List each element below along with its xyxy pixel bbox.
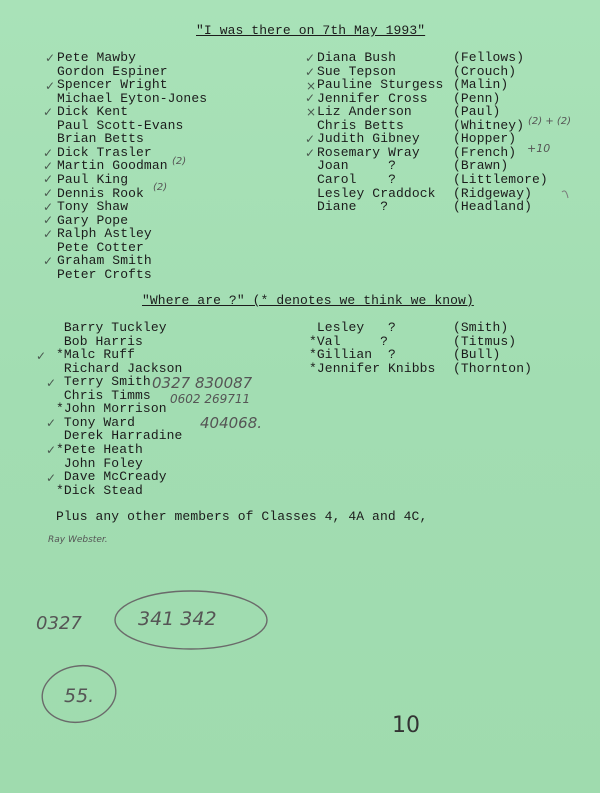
handwritten-page-number: 10: [392, 713, 420, 738]
maiden-name: (Ridgeway): [453, 185, 533, 201]
attendee-name: Sue Tepson: [317, 63, 397, 79]
missing-name: Barry Tuckley: [56, 320, 167, 335]
maiden-name: (Titmus): [453, 333, 517, 349]
tick-mark: ✓: [43, 213, 54, 227]
handwritten-note: (2): [153, 182, 168, 193]
heading-attended: "I was there on 7th May 1993": [196, 23, 426, 38]
tick-mark: ✓: [305, 91, 316, 105]
attendee-name: Judith Gibney: [317, 131, 420, 147]
attendee-name: Pauline Sturgess: [317, 77, 444, 93]
tick-mark: ✓: [43, 172, 54, 186]
tick-mark: ×: [306, 105, 317, 119]
tick-mark: ✓: [43, 200, 54, 214]
attendee-name: Spencer Wright: [57, 77, 168, 93]
attendee-name: Michael Eyton-Jones: [57, 90, 208, 106]
attendee-name: Carol ?: [317, 171, 397, 187]
attendee-name: Dick Kent: [57, 104, 129, 120]
maiden-name: (Paul): [453, 104, 501, 120]
missing-name: *John Morrison: [56, 401, 167, 417]
attendee-name: Jennifer Cross: [317, 90, 428, 106]
pencil-circle-code: [38, 660, 121, 728]
tick-mark: ✓: [46, 471, 57, 485]
attendee-name: Joan ?: [317, 158, 397, 174]
maiden-name: (French): [453, 144, 517, 160]
attendee-name: Rosemary Wray: [317, 144, 420, 160]
attendee-name: Dennis Rook: [57, 185, 144, 201]
missing-name: *Pete Heath: [56, 441, 143, 457]
handwritten-note: (2) + (2): [528, 116, 572, 127]
tick-mark: ✓: [36, 349, 47, 363]
missing-name: *Jennifer Knibbs: [309, 360, 436, 376]
heading-where-are: "Where are ?" (* denotes we think we know): [142, 293, 474, 308]
tick-mark: ✓: [45, 79, 56, 93]
handwritten-phone-prefix: 0327: [36, 613, 82, 634]
attendee-name: Ralph Astley: [57, 226, 152, 242]
tick-mark: ✓: [305, 146, 316, 160]
handwritten-phone-circled: 341 342: [138, 608, 217, 630]
tick-mark: ✓: [305, 51, 316, 65]
missing-name: Chris Timms: [56, 387, 151, 403]
missing-name: John Foley: [56, 455, 143, 471]
maiden-name: (Whitney): [453, 117, 525, 133]
maiden-name: (Brawn): [453, 158, 509, 174]
attendee-name: Graham Smith: [57, 253, 152, 269]
handwritten-phone: 0602 269711: [170, 392, 251, 406]
attendee-name: Liz Anderson: [317, 104, 412, 120]
handwritten-circled-code: 55.: [64, 685, 95, 707]
handwritten-note: (2): [172, 156, 187, 167]
maiden-name: (Malin): [453, 77, 509, 93]
pencil-circle-phone: [115, 591, 267, 649]
maiden-name: (Fellows): [453, 50, 525, 65]
tick-mark: ✓: [45, 51, 56, 65]
maiden-name: (Hopper): [453, 131, 517, 147]
attendee-name: Gary Pope: [57, 212, 129, 228]
tick-mark: ✓: [46, 443, 57, 457]
attendee-name: Lesley Craddock: [317, 185, 436, 201]
missing-name: Bob Harris: [56, 333, 143, 349]
tick-mark: ✓: [43, 146, 54, 160]
tick-mark: ✓: [43, 186, 54, 200]
maiden-name: (Headland): [453, 199, 533, 215]
missing-name: Tony Ward: [56, 414, 136, 430]
maiden-name: (Bull): [453, 347, 501, 363]
tick-mark: ✓: [46, 416, 57, 430]
missing-name: *Val ?: [309, 333, 389, 349]
handwritten-phone: 0327 830087: [152, 374, 253, 392]
attendee-name: Pete Cotter: [57, 239, 144, 255]
maiden-name: (Crouch): [453, 63, 517, 79]
attendee-name: Pete Mawby: [57, 50, 137, 65]
tick-mark: ✓: [46, 376, 57, 390]
missing-name: *Gillian ?: [309, 347, 396, 363]
footer-note: Plus any other members of Classes 4, 4A and 4C,: [56, 509, 428, 524]
tick-mark: ✓: [43, 159, 54, 173]
tick-mark: ✓: [305, 65, 316, 79]
pencil-squiggle: [562, 191, 568, 198]
attendee-name: Gordon Espiner: [57, 63, 168, 79]
maiden-name: (Smith): [453, 320, 509, 335]
attendee-name: Diane ?: [317, 199, 389, 215]
missing-name: Dave McCready: [56, 469, 167, 485]
attendee-name: Dick Trasler: [57, 144, 152, 160]
attendee-name: Tony Shaw: [57, 199, 129, 215]
missing-name: Terry Smith: [56, 374, 151, 390]
attendee-name: Martin Goodman: [57, 158, 168, 174]
handwritten-name: Ray Webster.: [48, 535, 108, 545]
handwritten-phone: 404068.: [200, 414, 263, 432]
tick-mark: ✓: [43, 227, 54, 241]
attendee-name: Chris Betts: [317, 117, 404, 133]
handwritten-note: +10: [527, 142, 551, 155]
tick-mark: ✓: [305, 132, 316, 146]
missing-name: Derek Harradine: [56, 428, 183, 444]
tick-mark: ×: [306, 79, 317, 93]
missing-name: *Malc Ruff: [56, 347, 136, 363]
missing-name: *Dick Stead: [56, 482, 143, 498]
attendee-name: Paul Scott-Evans: [57, 117, 184, 133]
tick-mark: ✓: [43, 254, 54, 268]
tick-mark: ✓: [43, 105, 54, 119]
attendee-name: Diana Bush: [317, 50, 397, 65]
missing-name: Richard Jackson: [56, 360, 183, 376]
attendee-name: Brian Betts: [57, 131, 144, 147]
missing-name: Lesley ?: [309, 320, 396, 335]
attendee-name: Peter Crofts: [57, 266, 152, 282]
maiden-name: (Thornton): [453, 360, 533, 376]
maiden-name: (Littlemore): [453, 171, 548, 187]
maiden-name: (Penn): [453, 90, 501, 106]
attendee-name: Paul King: [57, 171, 129, 187]
